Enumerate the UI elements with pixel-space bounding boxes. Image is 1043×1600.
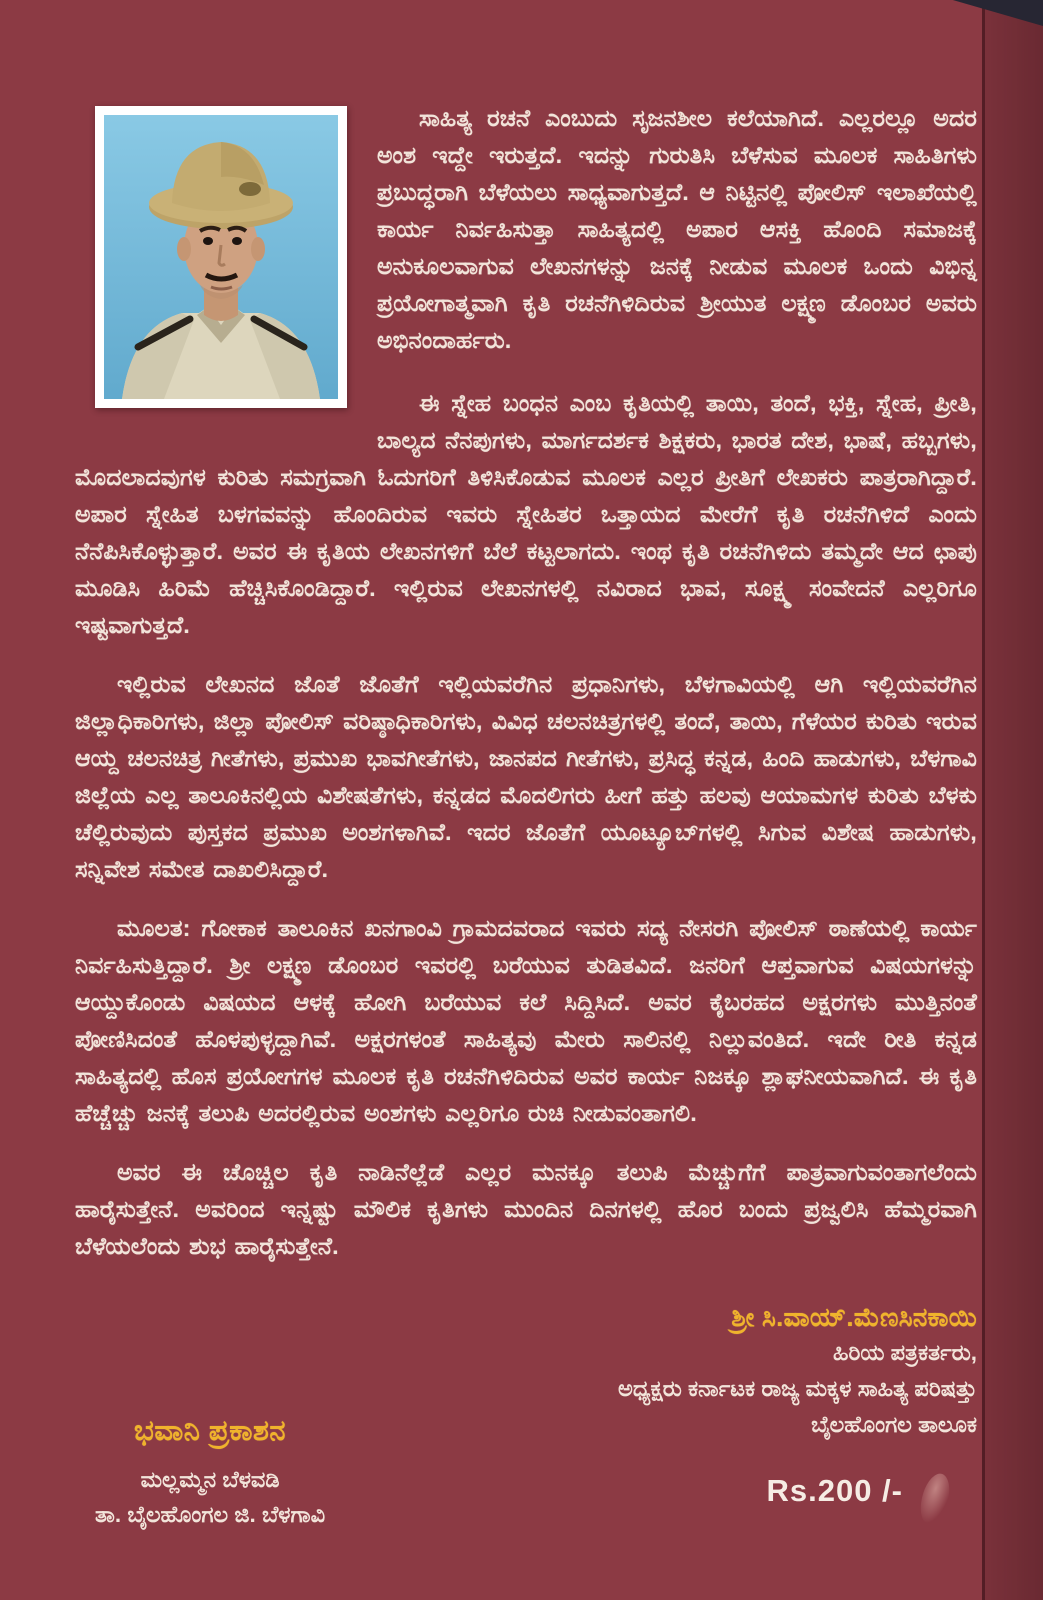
blurb-paragraph-4: ಮೂಲತ: ಗೋಕಾಕ ತಾಲೂಕಿನ ಖನಗಾಂವಿ ಗ್ರಾಮದವರಾದ ಇವರು ಸದ್ಯ ನೇಸರಗಿ ಪೋಲಿಸ್ ಠಾಣೆಯಲ್ಲಿ ಕಾರ್ಯ ನಿರ್ವಹಿಸುತ್ತಿದ್ದಾರೆ. ಶ್ರೀ ಲಕ್ಷ್ಮಣ ಡೊಂಬರ ಇವರಲ್ಲಿ ಬರೆಯುವ ತುಡಿತವಿದೆ. ಜನರಿಗೆ ಆಪ್ತವಾಗುವ ವಿಷಯಗಳನ್ನು ಆಯ್ದುಕೊಂಡು ವಿಷಯದ ಆಳಕ್ಕೆ ಹೋಗಿ ಬರೆಯುವ ಕಲೆ ಸಿದ್ದಿಸಿದೆ. ಅವರ ಕೈಬರಹದ ಅಕ್ಷರಗಳು ಮುತ್ತಿನಂತೆ ಪೋಣಿಸಿದಂತೆ ಹೊಳಪುಳ್ಳದ್ದಾಗಿವೆ. ಅಕ್ಷರಗಳಂತೆ ಸಾಹಿತ್ಯವು ಮೇರು ಸಾಲಿನಲ್ಲಿ ನಿಲ್ಲುವಂತಿದೆ. ಇದೇ ರೀತಿ ಕನ್ನಡ ಸಾಹಿತ್ಯದಲ್ಲಿ ಹೊಸ ಪ್ರಯೋಗಗಳ ಮೂಲಕ ಕೃತಿ ರಚನೆಗಿಳಿದಿರುವ ಅವರ ಕಾರ್ಯ ನಿಜಕ್ಕೂ ಶ್ಲಾಘನೀಯವಾಗಿದೆ. ಈ ಕೃತಿ ಹೆಚ್ಚೆಚ್ಚು ಜನಕ್ಕೆ ತಲುಪಿ ಅದರಲ್ಲಿರುವ ಅಂಶಗಳು ಎಲ್ಲರಿಗೂ ರುಚಿ ನೀಡುವಂತಾಗಲಿ.: [75, 915, 977, 1126]
publisher-address-1: ಮಲ್ಲಮ್ಮನ ಬೆಳವಡಿ: [140, 1467, 280, 1492]
cover-footer: [0, 1415, 1043, 1575]
blurb-paragraph-3: ಇಲ್ಲಿರುವ ಲೇಖನದ ಜೊತೆ ಜೊತೆಗೆ ಇಲ್ಲಿಯವರೆಗಿನ ಪ್ರಧಾನಿಗಳು, ಬೆಳಗಾವಿಯಲ್ಲಿ ಆಗಿ ಇಲ್ಲಿಯವರೆಗಿನ ಜಿಲ್ಲಾಧಿಕಾರಿಗಳು, ಜಿಲ್ಲಾ ಪೋಲಿಸ್ ವರಿಷ್ಠಾಧಿಕಾರಿಗಳು, ವಿವಿಧ ಚಲನಚಿತ್ರಗಳಲ್ಲಿ ತಂದೆ, ತಾಯಿ, ಗೆಳೆಯರ ಕುರಿತು ಇರುವ ಆಯ್ದ ಚಲನಚಿತ್ರ ಗೀತೆಗಳು, ಪ್ರಮುಖ ಭಾವಗೀತೆಗಳು, ಜಾನಪದ ಗೀತೆಗಳು, ಪ್ರಸಿದ್ಧ ಕನ್ನಡ, ಹಿಂದಿ ಹಾಡುಗಳು, ಬೆಳಗಾವಿ ಜಿಲ್ಲೆಯ ಎಲ್ಲ ತಾಲೂಕಿನಲ್ಲಿಯ ವಿಶೇಷತೆಗಳು, ಕನ್ನಡದ ಮೊದಲಿಗರು ಹೀಗೆ ಹತ್ತು ಹಲವು ಆಯಾಮಗಳ ಕುರಿತು ಬೆಳಕು ಚೆಲ್ಲಿರುವುದು ಪುಸ್ತಕದ ಪ್ರಮುಖ ಅಂಶಗಳಾಗಿವೆ. ಇದರ ಜೊತೆಗೆ ಯೂಟ್ಯೂಬ್‌ಗಳಲ್ಲಿ ಸಿಗುವ ವಿಶೇಷ ಹಾಡುಗಳು, ಸನ್ನಿವೇಶ ಸಮೇತ ದಾಖಲಿಸಿದ್ದಾರೆ.: [75, 671, 977, 882]
blurb-paragraph-2: ಈ ಸ್ನೇಹ ಬಂಧನ ಎಂಬ ಕೃತಿಯಲ್ಲಿ ತಾಯಿ, ತಂದೆ, ಭಕ್ತಿ, ಸ್ನೇಹ, ಪ್ರೀತಿ, ಬಾಲ್ಯದ ನೆನಪುಗಳು, ಮಾರ್ಗದರ್ಶಕ ಶಿಕ್ಷಕರು, ಭಾರತ ದೇಶ, ಭಾಷೆ, ಹಬ್ಬಗಳು, ಮೊದಲಾದವುಗಳ ಕುರಿತು ಸಮಗ್ರವಾಗಿ ಓದುಗರಿಗೆ ತಿಳಿಸಿಕೊಡುವ ಮೂಲಕ ಎಲ್ಲರ ಪ್ರೀತಿಗೆ ಲೇಖಕರು ಪಾತ್ರರಾಗಿದ್ದಾರೆ. ಅಪಾರ ಸ್ನೇಹಿತ ಬಳಗವವನ್ನು ಹೊಂದಿರುವ ಇವರು ಸ್ನೇಹಿತರ ಒತ್ತಾಯದ ಮೇರೆಗೆ ಕೃತಿ ರಚನೆಗಿಳಿದೆ ಎಂದು ನೆನೆಪಿಸಿಕೊಳ್ಳುತ್ತಾರೆ. ಅವರ ಈ ಕೃತಿಯ ಲೇಖನಗಳಿಗೆ ಬೆಲೆ ಕಟ್ಟಲಾಗದು. ಇಂಥ ಕೃತಿ ರಚನೆಗಿಳಿದು ತಮ್ಮದೇ ಆದ ಛಾಪು ಮೂಡಿಸಿ ಹಿರಿಮೆ ಹೆಚ್ಚಿಸಿಕೊಂಡಿದ್ದಾರೆ. ಇಲ್ಲಿರುವ ಲೇಖನಗಳಲ್ಲಿ ನವಿರಾದ ಭಾವ, ಸೂಕ್ಷ್ಮ ಸಂವೇದನೆ ಎಲ್ಲರಿಗೂ ಇಷ್ಟವಾಗುತ್ತದೆ.: [75, 390, 977, 638]
endorser-title-1: ಹಿರಿಯ ಪತ್ರಕರ್ತರು,: [833, 1340, 977, 1365]
endorser-title-2: ಅಧ್ಯಕ್ಷರು ಕರ್ನಾಟಕ ರಾಜ್ಯ ಮಕ್ಕಳ ಸಾಹಿತ್ಯ ಪರಿಷತ್ತು: [618, 1376, 977, 1401]
publisher-name: ಭವಾನಿ ಪ್ರಕಾಶನ: [134, 1415, 287, 1447]
blurb-paragraph-1: ಸಾಹಿತ್ಯ ರಚನೆ ಎಂಬುದು ಸೃಜನಶೀಲ ಕಲೆಯಾಗಿದೆ. ಎಲ್ಲರಲ್ಲೂ ಅದರ ಅಂಶ ಇದ್ದೇ ಇರುತ್ತದೆ. ಇದನ್ನು ಗುರುತಿಸಿ ಬೆಳೆಸುವ ಮೂಲಕ ಸಾಹಿತಿಗಳು ಪ್ರಬುದ್ಧರಾಗಿ ಬೆಳೆಯಲು ಸಾಧ್ಯವಾಗುತ್ತದೆ. ಆ ನಿಟ್ಟಿನಲ್ಲಿ ಪೋಲಿಸ್ ಇಲಾಖೆಯಲ್ಲಿ ಕಾರ್ಯ ನಿರ್ವಹಿಸುತ್ತಾ ಸಾಹಿತ್ಯದಲ್ಲಿ ಅಪಾರ ಆಸಕ್ತಿ ಹೊಂದಿ ಸಮಾಜಕ್ಕೆ ಅನುಕೂಲವಾಗುವ ಲೇಖನಗಳನ್ನು ಜನಕ್ಕೆ ನೀಡುವ ಮೂಲಕ ಒಂದು ವಿಭಿನ್ನ ಪ್ರಯೋಗಾತ್ಮವಾಗಿ ಕೃತಿ ರಚನೆಗಿಳಿದಿರುವ ಶ್ರೀಯುತ ಲಕ್ಷ್ಮಣ ಡೊಂಬರ ಅವರು ಅಭಿನಂದಾರ್ಹರು.: [377, 105, 977, 353]
author-portrait-illustration: [104, 115, 338, 399]
publisher-block: [95, 1415, 325, 1532]
price-label: Rs.200 /-: [766, 1473, 903, 1508]
endorser-title-3: ಬೈಲಹೊಂಗಲ ತಾಲೂಕ: [811, 1412, 977, 1437]
blurb-paragraph-5: ಅವರ ಈ ಚೊಚ್ಚಿಲ ಕೃತಿ ನಾಡಿನೆಲ್ಲೆಡೆ ಎಲ್ಲರ ಮನಕ್ಕೂ ತಲುಪಿ ಮೆಚ್ಚುಗೆಗೆ ಪಾತ್ರವಾಗುವಂತಾಗಲೆಂದು ಹಾರೈಸುತ್ತೇನೆ. ಅವರಿಂದ ಇನ್ನಷ್ಟು ಮೌಲಿಕ ಕೃತಿಗಳು ಮುಂದಿನ ದಿನಗಳಲ್ಲಿ ಹೊರ ಬಂದು ಪ್ರಜ್ವಲಿಸಿ ಹೆಮ್ಮರವಾಗಿ ಬೆಳೆಯಲೆಂದು ಶುಭ ಹಾರೈಸುತ್ತೇನೆ.: [75, 1159, 977, 1259]
endorser-name: ಶ್ರೀ ಸಿ.ವಾಯ್.ಮೆಣಸಿನಕಾಯಿ: [731, 1302, 977, 1332]
cover-content: [75, 100, 977, 1443]
cover-fold-edge: [982, 0, 1043, 1600]
author-photo: [95, 106, 347, 408]
publisher-address-2: ತಾ. ಬೈಲಹೊಂಗಲ ಜಿ. ಬೆಳಗಾವಿ: [95, 1502, 326, 1527]
